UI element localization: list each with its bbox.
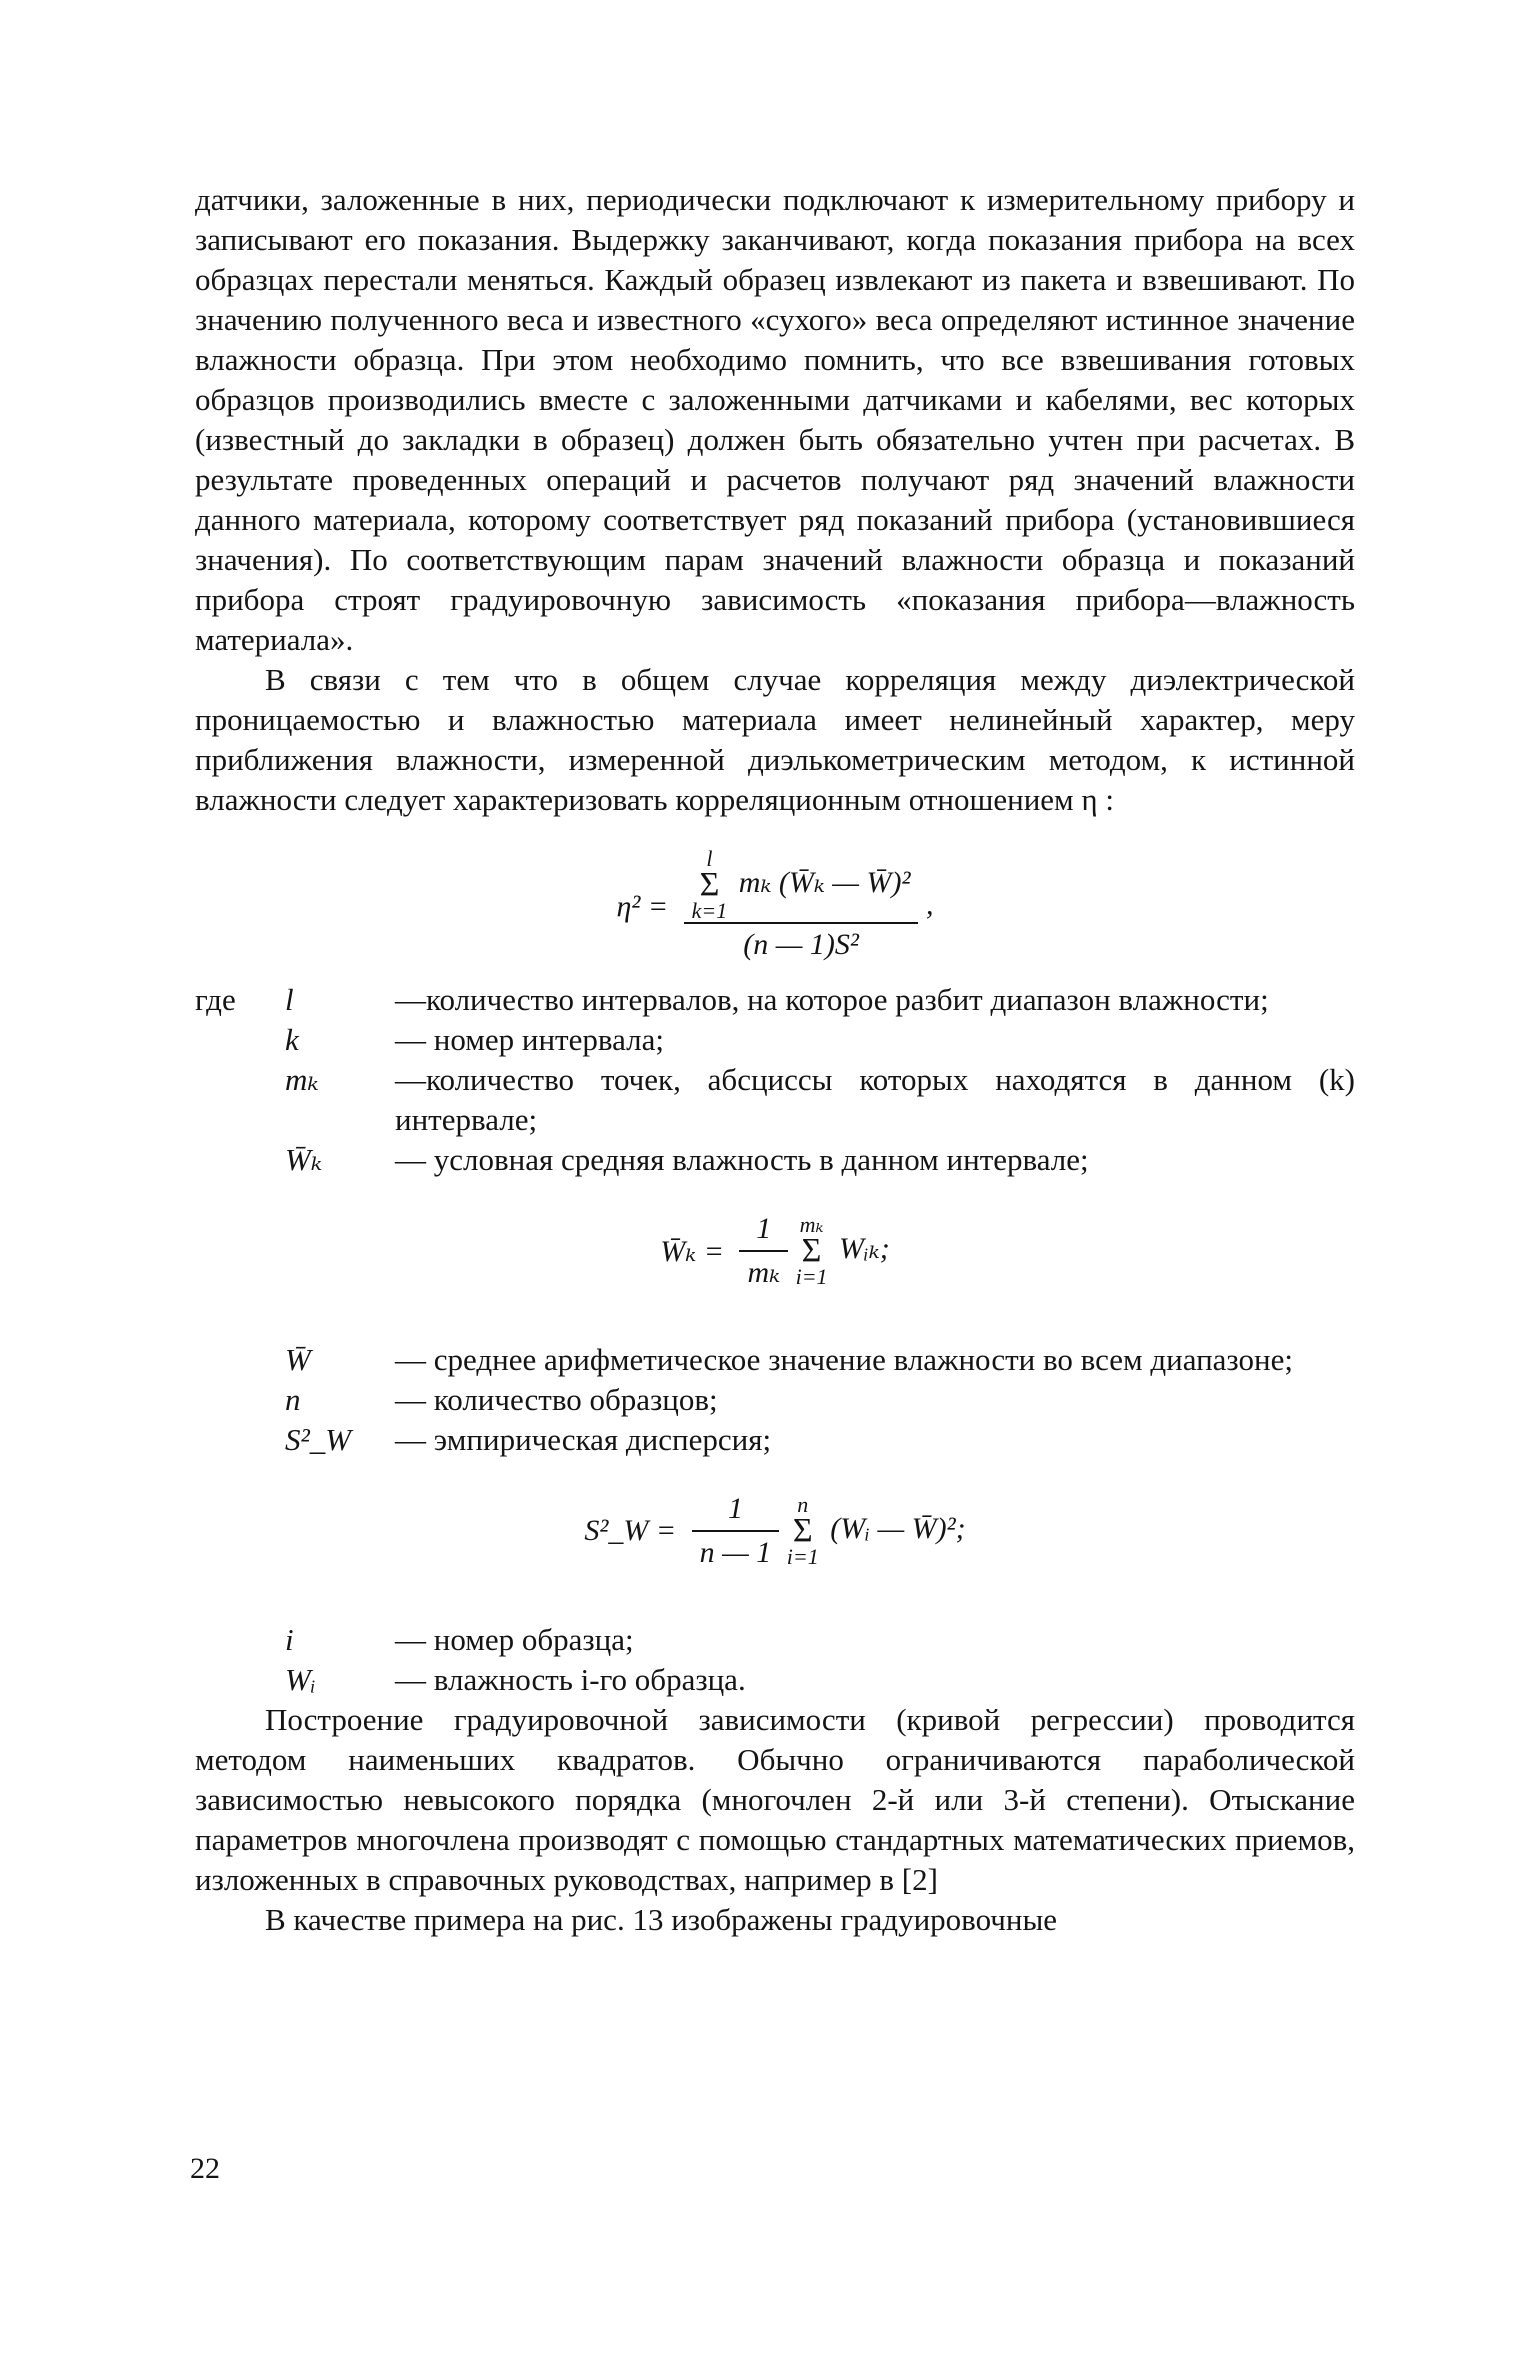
definition-text: — влажность i-го образца. xyxy=(395,1662,746,1697)
definition-row xyxy=(195,1340,1355,1380)
definition-row xyxy=(195,1060,1355,1140)
definition-row xyxy=(195,1380,1355,1420)
definition-text: —количество интервалов, на которое разбит диапазон влажности; xyxy=(395,982,1269,1017)
definition-row xyxy=(195,1660,1355,1700)
definition-row xyxy=(195,980,1355,1020)
paragraph-3: Построение градуировочной зависимости (кривой регрессии) проводится методом наименьших квадратов. Обычно ограничиваются параболической зависимостью невысокого порядка (многочлен 2-й или 3-й степени). Отыскание параметров многочлена производят с помощью стандартных математических приемов, изложенных в справочных руководствах, например в [2] xyxy=(195,1702,1355,1897)
definitions-lead: где xyxy=(195,982,236,1017)
definition-symbol: k xyxy=(285,1022,299,1057)
formula-sw-body: (Wᵢ — W̄)²; xyxy=(830,1511,966,1545)
formula-wk xyxy=(195,1208,1355,1318)
formula-eta-numerator: mₖ (W̄ₖ — W̄)² xyxy=(738,865,911,899)
formula-eta xyxy=(195,846,1355,961)
definition-row xyxy=(195,1140,1355,1180)
definition-text: —количество точек, абсциссы которых находятся в данном (k) интервале; xyxy=(395,1062,1355,1137)
definition-text: — количество образцов; xyxy=(395,1382,718,1417)
formula-eta-lhs: η² = xyxy=(616,890,669,923)
definitions-list xyxy=(195,980,1355,1180)
formula-sw-sum-bottom: i=1 xyxy=(786,1544,819,1569)
formula-sw-denominator: n — 1 xyxy=(699,1536,772,1569)
formula-wk-body: Wᵢₖ; xyxy=(839,1231,890,1265)
paragraph-4: В качестве примера на рис. 13 изображены градуировочные xyxy=(265,1902,1058,1937)
definition-symbol: W̄ xyxy=(285,1342,311,1377)
page-content xyxy=(195,180,1355,1940)
formula-sw-sum-top: n xyxy=(797,1492,809,1517)
formula-sw-lhs: S²_W = xyxy=(584,1514,677,1547)
formula-wk-sum-bottom: i=1 xyxy=(795,1264,828,1289)
formula-wk-sum: mₖ Σ i=1 xyxy=(795,1212,828,1289)
definition-symbol: W̄ₖ xyxy=(285,1142,323,1177)
formula-sw-sum: n Σ i=1 xyxy=(786,1492,819,1569)
formula-eta-sum-bottom: k=1 xyxy=(691,898,728,923)
definition-text: — эмпирическая дисперсия; xyxy=(395,1422,772,1457)
formula-wk-sum-top: mₖ xyxy=(799,1212,824,1237)
formula-sw xyxy=(195,1488,1355,1598)
paragraph-2: В связи с тем что в общем случае корреляция между диэлектрической проницаемостью и влажностью материала имеет нелинейный характер, меру приближения влажности, измеренной диэлькометрическим методом, к истинной влажности следует характеризовать корреляционным отношением η : xyxy=(195,662,1355,817)
definition-symbol: i xyxy=(285,1622,294,1657)
definition-row xyxy=(195,1420,1355,1460)
definition-symbol: l xyxy=(285,982,294,1017)
definition-text: — среднее арифметическое значение влажности во всем диапазоне; xyxy=(395,1342,1293,1377)
definition-text: — номер образца; xyxy=(395,1622,634,1657)
formula-eta-tail: , xyxy=(925,887,934,921)
definition-row xyxy=(195,1620,1355,1660)
formula-eta-sum-top: l xyxy=(706,846,713,871)
definition-symbol: Wᵢ xyxy=(285,1662,316,1697)
page-number: 22 xyxy=(190,2152,220,2185)
definition-text: — условная средняя влажность в данном интервале; xyxy=(395,1142,1089,1177)
definition-row xyxy=(195,1020,1355,1060)
paragraph-1: датчики, заложенные в них, периодически подключают к измерительному прибору и записывают его показания. Выдержку заканчивают, когда показания прибора на всех образцах перестали меняться. Каждый образец извлекают из пакета и взвешивают. По значению полученного веса и известного «сухого» веса определяют истинное значение влажности образца. При этом необходимо помнить, что все взвешивания готовых образцов производились вместе с заложенными датчиками и кабелями, вес которых (известный до закладки в образец) должен быть обязательно учтен при расчетах. В результате проведенных операций и расчетов получают ряд значений влажности данного материала, которому соответствует ряд показаний прибора (установившиеся значения). По соответствующим парам значений влажности образца и показаний прибора строят градуировочную зависимость «показания прибора—влажность материала». xyxy=(195,182,1355,657)
definition-symbol: mₖ xyxy=(285,1062,319,1097)
definition-symbol: n xyxy=(285,1382,301,1417)
formula-wk-lhs: W̄ₖ = xyxy=(660,1234,724,1268)
formula-sw-numerator: 1 xyxy=(692,1488,780,1532)
definitions-list-3 xyxy=(195,1620,1355,1700)
formula-eta-sum: l Σ k=1 xyxy=(691,846,728,923)
formula-eta-denominator: (n — 1)S² xyxy=(743,928,859,961)
formula-wk-numerator: 1 xyxy=(739,1208,788,1252)
formula-wk-denominator: mₖ xyxy=(747,1256,781,1289)
definition-symbol: S²_W xyxy=(285,1422,352,1457)
definition-text: — номер интервала; xyxy=(395,1022,664,1057)
definitions-list-2 xyxy=(195,1340,1355,1460)
